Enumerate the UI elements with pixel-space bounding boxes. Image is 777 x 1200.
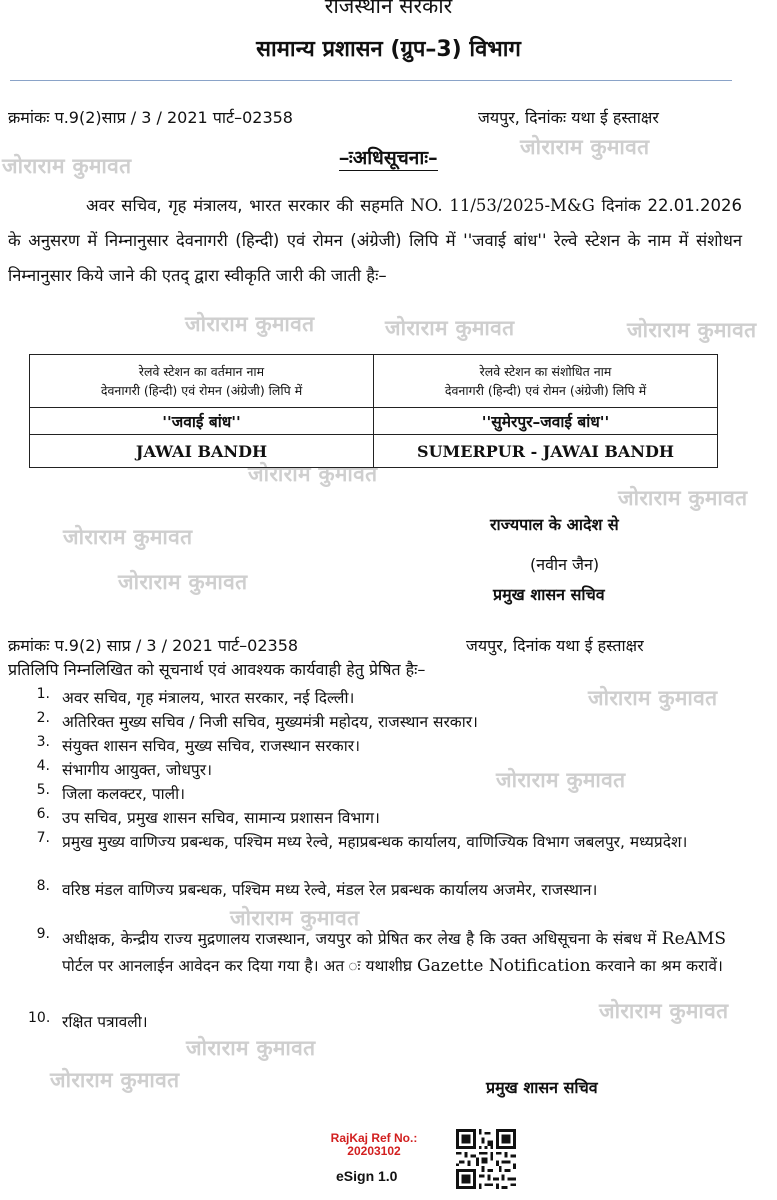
watermark: जोराराम कुमावत: [496, 768, 626, 792]
notification-body: अवर सचिव, गृह मंत्रालय, भारत सरकार की सहमति NO. 11/53/2025-M&G दिनांक 22.01.2026 के अनुसरण में निम्नानुसार देवनागरी (हिन्दी) एवं रोमन (अंग्रेजी) लिपि में ''जवाई बांध'' रेल्वे स्टेशन के नाम में संशोधन निम्नानुसार किये जाने की एतद् द्वारा स्वीकृति जारी की जाती हैः–: [8, 196, 742, 285]
government-name: राजस्थान सरकार: [324, 0, 453, 18]
watermark: जोराराम कुमावत: [618, 486, 748, 510]
department-name: सामान्य प्रशासन (ग्रुप–3) विभाग: [256, 37, 521, 62]
order-place-date: जयपुर, दिनांकः यथा ई हस्ताक्षर: [478, 108, 659, 127]
watermark: जोराराम कुमावत: [627, 318, 757, 342]
signatory-name: (नवीन जैन): [530, 555, 600, 574]
copy-intro: प्रतिलिपि निम्नलिखित को सूचनार्थ एवं आवश्यक कार्यवाही हेतु प्रेषित हैः–: [8, 660, 426, 679]
closing-designation: प्रमुख शासन सचिव: [486, 1078, 598, 1097]
current-name-roman: JAWAI BANDH: [30, 435, 374, 468]
watermark: जोराराम कुमावत: [248, 462, 378, 486]
station-name-table: [29, 354, 718, 468]
qr-code-icon: [456, 1129, 516, 1189]
order-ref-number: क्रमांकः प.9(2)साप्र / 3 / 2021 पार्ट–02358: [8, 108, 293, 127]
copy-place-date: जयपुर, दिनांक यथा ई हस्ताक्षर: [466, 636, 644, 655]
watermark: जोराराम कुमावत: [118, 570, 248, 594]
watermark: जोराराम कुमावत: [385, 316, 515, 340]
current-name-header: रेलवे स्टेशन का वर्तमान नाम देवनागरी (हिन्दी) एवं रोमन (अंग्रेजी) लिपि में: [30, 355, 374, 408]
order-authority-line: राज्यपाल के आदेश से: [490, 515, 619, 534]
current-name-devanagari: ''जवाई बांध'': [30, 408, 374, 435]
esign-label: eSign 1.0: [336, 1168, 398, 1184]
watermark: जोराराम कुमावत: [50, 1068, 180, 1092]
copy-ref-number: क्रमांकः प.9(2) साप्र / 3 / 2021 पार्ट–02358: [8, 636, 299, 655]
rajkaj-ref-stamp: RajKaj Ref No.: 20203102: [330, 1131, 418, 1158]
watermark: जोराराम कुमावत: [588, 686, 718, 710]
watermark: जोराराम कुमावत: [599, 999, 729, 1023]
notification-heading: –ःअधिसूचनाः–: [339, 147, 438, 169]
revised-name-header: रेलवे स्टेशन का संशोधित नाम देवनागरी (हिन्दी) एवं रोमन (अंग्रेजी) लिपि में: [374, 355, 718, 408]
watermark: जोराराम कुमावत: [520, 135, 650, 159]
watermark: जोराराम कुमावत: [186, 1036, 316, 1060]
watermark: जोराराम कुमावत: [185, 312, 315, 336]
revised-name-roman: SUMERPUR - JAWAI BANDH: [374, 435, 718, 468]
header-divider: [10, 80, 732, 81]
watermark: जोराराम कुमावत: [2, 154, 132, 178]
watermark: जोराराम कुमावत: [63, 525, 193, 549]
revised-name-devanagari: ''सुमेरपुर–जवाई बांध'': [374, 408, 718, 435]
watermark: जोराराम कुमावत: [230, 906, 360, 930]
signatory-designation: प्रमुख शासन सचिव: [493, 585, 605, 604]
